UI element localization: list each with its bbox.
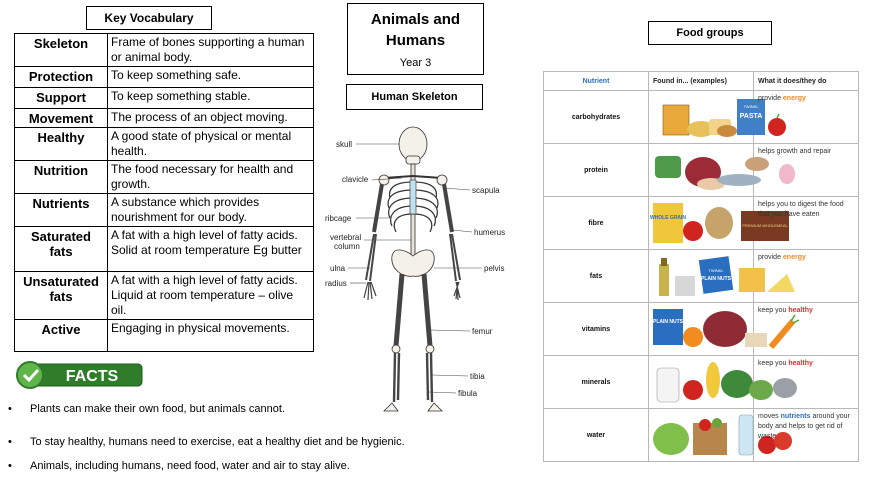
skeleton-title-text: Human Skeleton xyxy=(371,91,458,103)
fact-text: Animals, including humans, need food, water and air to stay alive. xyxy=(30,460,350,472)
label-femur: femur xyxy=(472,327,493,336)
page-title: Animals and Humans xyxy=(370,11,461,49)
vocab-row xyxy=(15,272,314,320)
nuts-brand-1: TWINKL xyxy=(708,268,724,273)
food-images-fats xyxy=(649,250,754,303)
food-row xyxy=(544,144,859,197)
pasta-brand: TWINKL xyxy=(743,104,759,109)
vocab-definition: The process of an object moving. xyxy=(108,109,314,128)
left-forearm xyxy=(366,234,376,281)
vocab-definition: The food necessary for health and growth. xyxy=(108,161,314,194)
pasta-label: PASTA xyxy=(739,113,763,120)
left-shoulder xyxy=(379,175,389,185)
description-text: helps growth and repair xyxy=(758,148,832,155)
food-row xyxy=(544,91,859,144)
vocab-term: Unsaturated fats xyxy=(15,272,108,320)
left-shin xyxy=(394,353,399,402)
fact-bullet: • xyxy=(8,403,12,415)
vocab-definition: A substance which provides nourishment for our body. xyxy=(108,194,314,227)
vocab-table xyxy=(14,33,314,352)
food-group-name: carbohydrates xyxy=(544,91,649,144)
food-images-carbohydrates xyxy=(649,91,763,144)
vocab-term: Movement xyxy=(15,109,108,128)
right-shoulder xyxy=(437,175,447,185)
description-text: provide xyxy=(758,95,783,102)
description-text: keep you xyxy=(758,307,789,314)
label-pelvis: pelvis xyxy=(484,264,505,273)
vocab-row xyxy=(15,320,314,352)
vocab-row xyxy=(15,34,314,67)
vocab-term: Skeleton xyxy=(15,34,108,67)
description-text: helps you to digest the food that you have eaten xyxy=(758,201,844,218)
nuts-label-2: PLAIN NUTS xyxy=(653,319,683,325)
description-highlight: energy xyxy=(782,254,806,261)
description-text: keep you xyxy=(758,360,789,367)
food-group-name: protein xyxy=(544,144,649,197)
left-hand xyxy=(364,282,376,300)
vocab-term: Saturated fats xyxy=(15,227,108,272)
nuts-label-1: PLAIN NUTS xyxy=(701,276,731,282)
right-forearm xyxy=(450,234,460,281)
check-circle-icon xyxy=(17,362,43,388)
vocab-definition: To keep something stable. xyxy=(108,88,314,109)
description-text: moves xyxy=(758,413,781,420)
skeleton-diagram xyxy=(322,120,506,420)
label-ulna: ulna xyxy=(330,264,346,273)
label-vertebral: vertebral xyxy=(330,233,362,242)
fact-item xyxy=(8,403,285,415)
fact-text: Plants can make their own food, but animals cannot. xyxy=(30,403,285,415)
fact-bullet: • xyxy=(8,436,12,448)
food-header-row xyxy=(544,72,859,91)
food-group-name: fats xyxy=(544,250,649,303)
food-groups-title-text: Food groups xyxy=(676,27,744,39)
vocab-definition: A fat with a high level of fatty acids. Solid at room temperature Eg butter xyxy=(108,227,314,272)
right-humerus xyxy=(444,184,452,232)
left-femur xyxy=(396,274,402,346)
bread-label: PREMIUM WHOLEMEAL xyxy=(742,223,788,228)
left-knee xyxy=(392,345,400,353)
label-column: column xyxy=(334,242,360,251)
fact-text: To stay healthy, humans need to exercise, eat a healthy diet and be hygienic. xyxy=(30,436,405,448)
food-row xyxy=(544,197,859,250)
cereal-label: WHOLE GRAIN xyxy=(649,215,687,221)
food-images-fibre xyxy=(649,197,788,250)
vocab-term: Nutrition xyxy=(15,161,108,194)
food-images-minerals xyxy=(649,356,754,409)
vocab-title-text: Key Vocabulary xyxy=(104,11,194,25)
vocab-definition: A fat with a high level of fatty acids. Liquid at room temperature – olive oil. xyxy=(108,272,314,320)
right-femur xyxy=(424,274,430,346)
food-group-name: vitamins xyxy=(544,303,649,356)
vocab-row xyxy=(15,67,314,88)
vocab-row xyxy=(15,161,314,194)
vocab-title xyxy=(86,6,212,30)
description-highlight: energy xyxy=(782,95,806,102)
fact-item xyxy=(8,460,350,472)
vocab-term: Nutrients xyxy=(15,194,108,227)
food-group-name: water xyxy=(544,409,649,462)
food-row xyxy=(544,250,859,303)
food-row xyxy=(544,356,859,409)
food-images-protein xyxy=(649,144,754,197)
food-row xyxy=(544,409,859,462)
label-skull: skull xyxy=(336,140,353,149)
vocab-row xyxy=(15,194,314,227)
title-box xyxy=(347,3,484,75)
left-foot xyxy=(384,403,398,411)
label-radius: radius xyxy=(325,279,347,288)
label-humerus: humerus xyxy=(474,228,506,237)
jaw-bone xyxy=(406,156,420,164)
fact-bullet: • xyxy=(8,460,12,472)
label-tibia: tibia xyxy=(470,372,485,381)
description-text-end: around your body and helps to get rid of waste xyxy=(758,413,850,440)
header-does: What it does/they do xyxy=(754,72,859,91)
facts-badge-label: FACTS xyxy=(65,368,119,385)
vocab-definition: A good state of physical or mental health. xyxy=(108,128,314,161)
food-groups-table xyxy=(543,71,859,462)
right-knee xyxy=(426,345,434,353)
right-foot xyxy=(428,403,442,411)
food-images-vitamins xyxy=(649,303,754,356)
food-groups-title xyxy=(648,21,772,45)
vocab-term: Healthy xyxy=(15,128,108,161)
label-scapula: scapula xyxy=(472,186,500,195)
header-found: Found in... (examples) xyxy=(649,72,754,91)
description-highlight: healthy xyxy=(788,307,813,314)
sternum-bone xyxy=(410,180,416,214)
left-humerus xyxy=(374,184,382,232)
right-hand xyxy=(454,282,460,300)
vocab-definition: Engaging in physical movements. xyxy=(108,320,314,352)
vocab-term: Active xyxy=(15,320,108,352)
right-shin xyxy=(427,353,432,402)
year-label: Year 3 xyxy=(399,57,432,69)
vocab-row xyxy=(15,109,314,128)
fact-item xyxy=(8,436,405,448)
food-group-name: minerals xyxy=(544,356,649,409)
food-group-name: fibre xyxy=(544,197,649,250)
label-ribcage: ribcage xyxy=(325,214,352,223)
description-text: provide xyxy=(758,254,783,261)
facts-badge xyxy=(16,360,144,388)
description-highlight: healthy xyxy=(788,360,813,367)
description-highlight: nutrients xyxy=(780,413,811,420)
vocab-definition: Frame of bones supporting a human or animal body. xyxy=(108,34,314,67)
food-images-water xyxy=(649,409,754,462)
food-row xyxy=(544,303,859,356)
label-clavicle: clavicle xyxy=(342,175,369,184)
skeleton-title xyxy=(346,84,483,110)
label-fibula: fibula xyxy=(458,389,478,398)
vocab-term: Protection xyxy=(15,67,108,88)
vocab-row xyxy=(15,128,314,161)
header-nutrient: Nutrient xyxy=(544,72,649,91)
vocab-definition: To keep something safe. xyxy=(108,67,314,88)
vocab-row xyxy=(15,227,314,272)
vocab-row xyxy=(15,88,314,109)
vocab-term: Support xyxy=(15,88,108,109)
